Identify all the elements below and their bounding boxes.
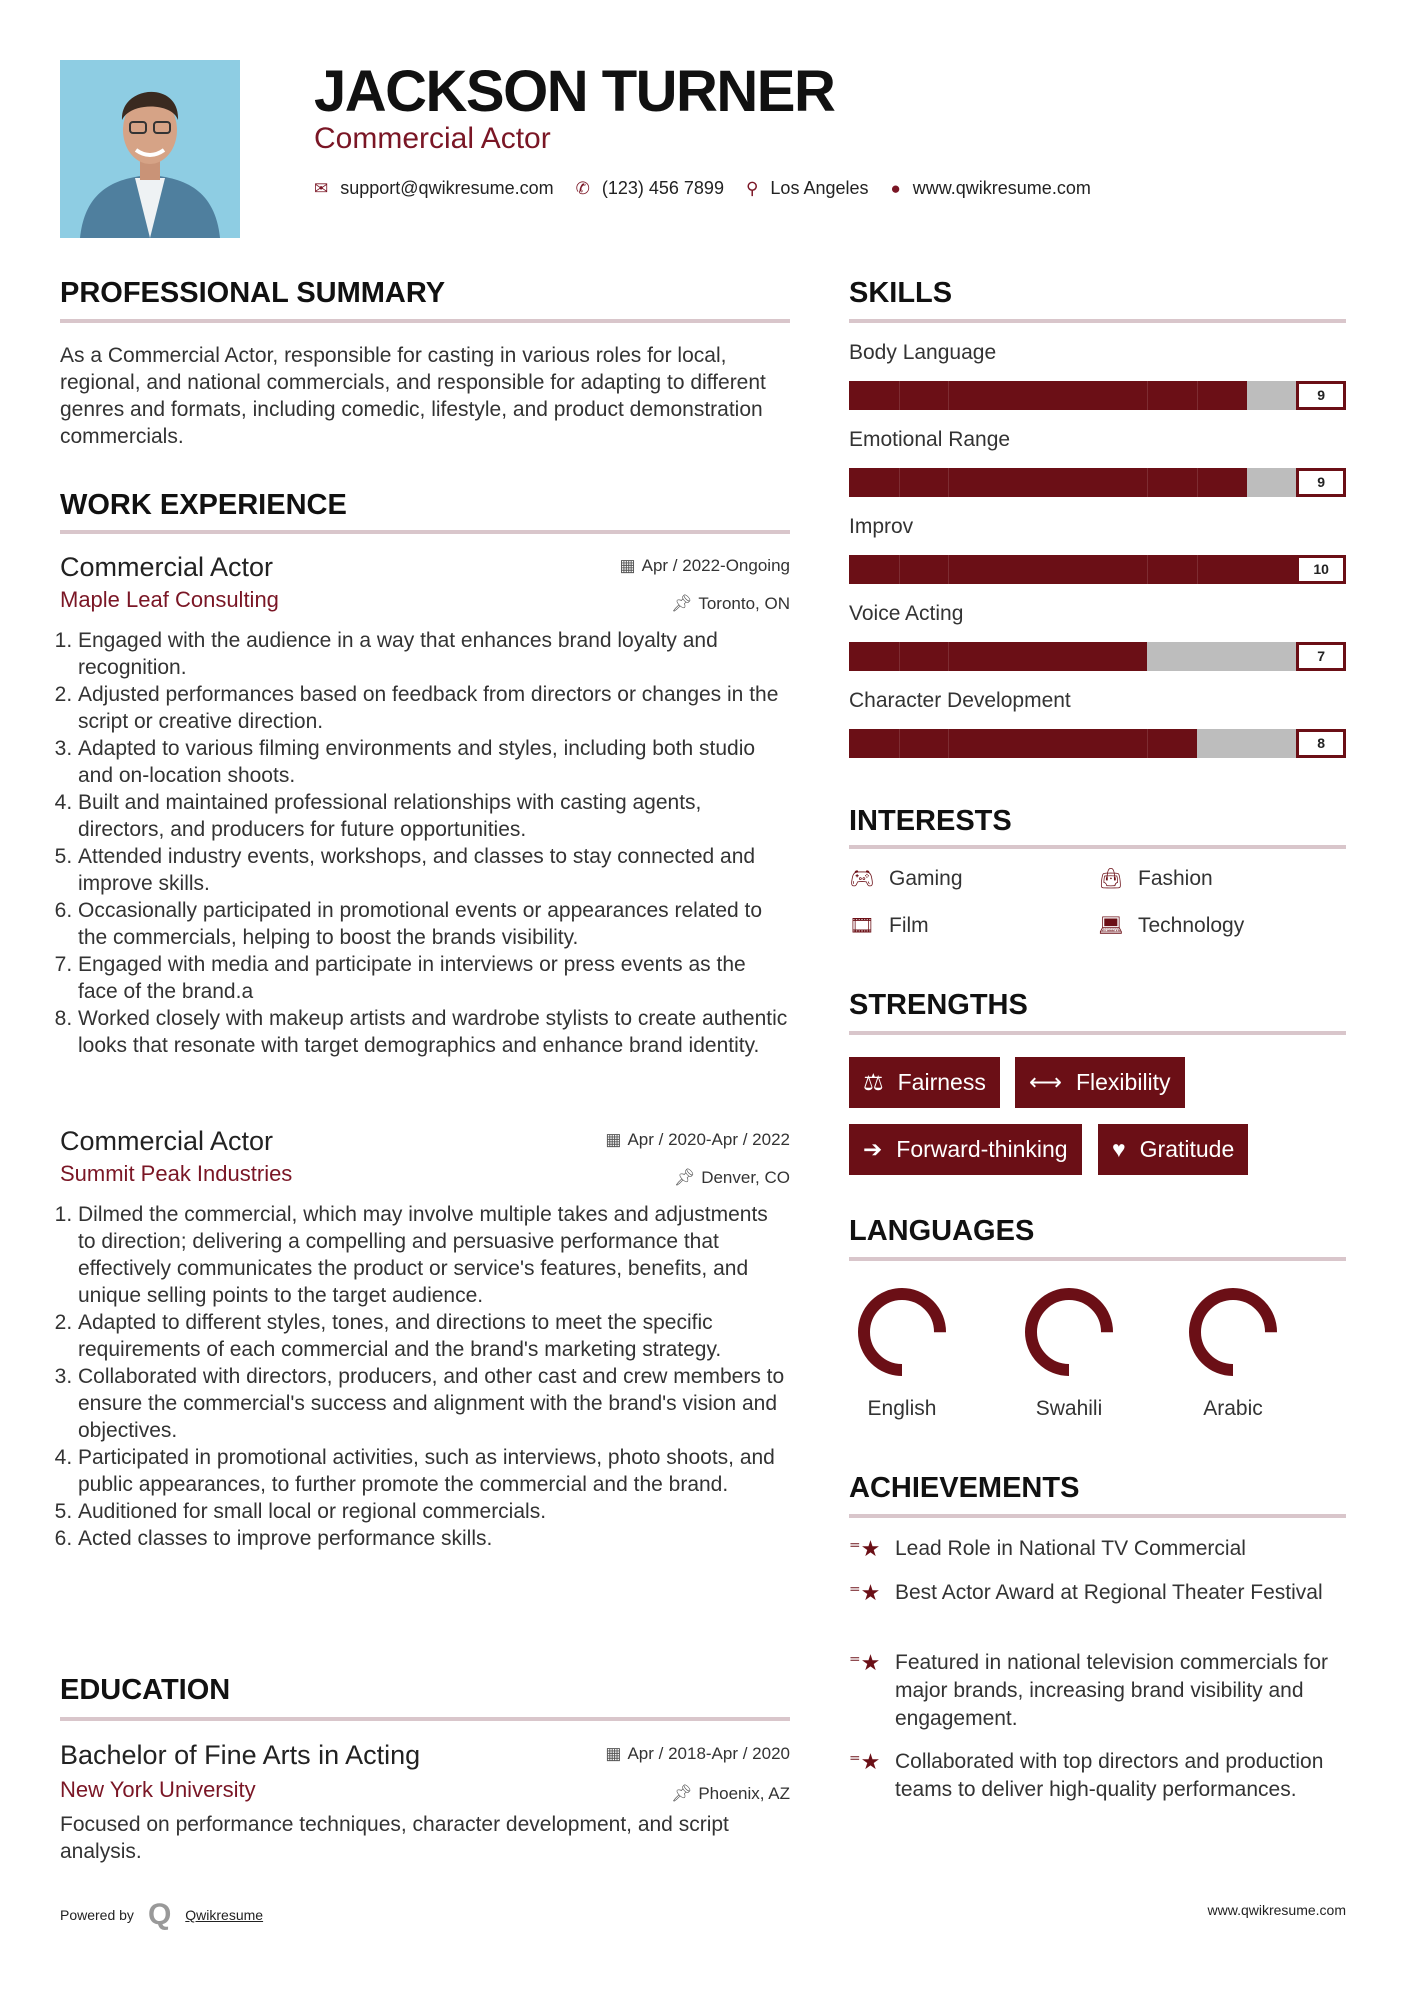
skill-label: Voice Acting: [849, 602, 964, 625]
interest-item: [1098, 913, 1244, 938]
list-item: 5. Attended industry events, workshops, and classes to stay connected and improve skills.: [78, 843, 790, 897]
location-text: Toronto, ON: [698, 594, 790, 613]
bar-segment-divider: [948, 381, 949, 410]
bar-segment-divider: [1197, 381, 1198, 410]
job-responsibilities: [60, 627, 790, 1059]
list-item: 5. Auditioned for small local or regional commercials.: [78, 1498, 790, 1525]
skill-bar: [849, 642, 1346, 671]
skill-bar-fill: [849, 729, 1197, 758]
interest-label: Technology: [1138, 913, 1245, 937]
job-title: Commercial Actor: [60, 552, 274, 582]
achievement-item: [849, 1748, 1346, 1804]
job-title: Commercial Actor: [60, 1126, 274, 1156]
company-name: Summit Peak Industries: [60, 1161, 293, 1186]
skill-bar-empty: [1147, 642, 1296, 671]
divider: [849, 319, 1346, 323]
language-level-ring: [1024, 1287, 1114, 1377]
strength-label: Forward-thinking: [896, 1136, 1068, 1162]
powered-by-text: Powered by: [60, 1907, 134, 1923]
skill-label: Emotional Range: [849, 428, 1011, 451]
language-label: Arabic: [1203, 1397, 1263, 1420]
pin-icon: 📌︎: [670, 1784, 693, 1803]
calendar-icon: ▦: [605, 1130, 622, 1149]
strength-badge: [849, 1124, 1082, 1175]
envelope-icon: ✉: [314, 178, 329, 198]
strengths-heading: STRENGTHS: [849, 989, 1028, 1021]
list-item: 2. Adapted to different styles, tones, and directions to meet the specific requirements of each commercial and the brand's marketing strategy.: [78, 1309, 790, 1363]
skill-bar-fill: [849, 468, 1247, 497]
strength-label: Gratitude: [1139, 1136, 1235, 1162]
arrow-right-icon: ➔: [863, 1136, 883, 1162]
phone-icon: ✆: [575, 178, 590, 198]
list-item: 2. Adjusted performances based on feedback from directors or changes in the script or creative direction.: [78, 681, 790, 735]
strength-badge: [1098, 1124, 1248, 1175]
date-text: Apr / 2018-Apr / 2020: [627, 1744, 790, 1763]
qwikresume-logo-icon: Q: [147, 1898, 172, 1931]
interest-label: Fashion: [1138, 866, 1213, 890]
divider: [849, 1031, 1346, 1035]
experience-heading: WORK EXPERIENCE: [60, 489, 347, 521]
laptop-icon: 💻︎: [1098, 915, 1124, 937]
skill-label: Improv: [849, 515, 914, 538]
bar-segment-divider: [1147, 381, 1148, 410]
pin-icon: 📌︎: [670, 594, 693, 613]
bar-segment-divider: [948, 555, 949, 584]
gamepad-icon: 🎮︎: [849, 868, 875, 890]
languages-heading: LANGUAGES: [849, 1215, 1035, 1247]
language-level-arc: [1031, 1294, 1107, 1370]
bar-segment-divider: [899, 555, 900, 584]
date-text: Apr / 2022-Ongoing: [641, 556, 790, 575]
achievement-text: Featured in national television commercials for major brands, increasing brand visibility and engagement.: [895, 1651, 1329, 1730]
language-level-ring: [1188, 1287, 1278, 1377]
achievements-heading: ACHIEVEMENTS: [849, 1472, 1080, 1504]
skills-heading: SKILLS: [849, 277, 953, 309]
candidate-title: Commercial Actor: [314, 122, 551, 155]
interest-item: [849, 913, 929, 938]
list-item: 1. Engaged with the audience in a way that enhances brand loyalty and recognition.: [78, 627, 790, 681]
shooting-star-icon: ⁼★: [849, 1580, 881, 1605]
bar-segment-divider: [948, 642, 949, 671]
language-item: [832, 1287, 972, 1421]
skill-bar: [849, 729, 1346, 758]
qwikresume-link[interactable]: Qwikresume: [185, 1907, 264, 1923]
shooting-star-icon: ⁼★: [849, 1749, 881, 1774]
email-link[interactable]: support@qwikresume.com: [340, 178, 554, 198]
job-location: [671, 594, 790, 614]
arrows-horizontal-icon: ⟷: [1029, 1069, 1062, 1095]
divider: [849, 1257, 1346, 1261]
skill-label: Body Language: [849, 341, 997, 364]
skill-bar-fill: [849, 381, 1247, 410]
location-text: Phoenix, AZ: [698, 1784, 790, 1803]
job-date: [620, 556, 790, 576]
divider: [849, 1514, 1346, 1518]
bar-segment-divider: [1147, 729, 1148, 758]
footer-left: [60, 1898, 263, 1932]
divider: [60, 1717, 790, 1721]
bar-segment-divider: [899, 729, 900, 758]
achievement-item: [849, 1535, 1346, 1563]
job-date: [605, 1130, 790, 1150]
job-location: [674, 1168, 790, 1188]
film-icon: 🎞︎: [849, 915, 875, 937]
skill-score: 10: [1296, 555, 1346, 584]
list-item: 6. Acted classes to improve performance skills.: [78, 1525, 790, 1552]
skill-bar-empty: [1247, 381, 1297, 410]
language-level-arc: [1195, 1294, 1271, 1370]
calendar-icon: ▦: [605, 1744, 622, 1763]
skill-bar-fill: [849, 555, 1296, 584]
bar-segment-divider: [948, 729, 949, 758]
bar-segment-divider: [948, 468, 949, 497]
heart-icon: ♥: [1112, 1136, 1126, 1162]
pin-icon: 📌︎: [673, 1168, 696, 1187]
shopping-bag-icon: 👜︎: [1098, 868, 1124, 890]
list-item: 1. Dilmed the commercial, which may involve multiple takes and adjustments to direction; delivering a compelling and persuasive performance that effectively communicates the product or service's features, benefits, and unique selling points to the target audience.: [78, 1201, 790, 1309]
list-item: 8. Worked closely with makeup artists and wardrobe stylists to create authentic looks that resonate with target demographics and enhance brand identity.: [78, 1005, 790, 1059]
location-text: Los Angeles: [770, 178, 869, 198]
phone-text: (123) 456 7899: [601, 178, 724, 198]
achievement-text: Best Actor Award at Regional Theater Festival: [895, 1581, 1323, 1604]
achievement-item: [849, 1649, 1346, 1733]
language-level-ring: [857, 1287, 947, 1377]
achievement-text: Lead Role in National TV Commercial: [895, 1537, 1246, 1560]
date-text: Apr / 2020-Apr / 2022: [627, 1130, 790, 1149]
language-level-arc: [864, 1294, 940, 1370]
interest-item: [849, 866, 963, 891]
list-item: 3. Collaborated with directors, producers, and other cast and crew members to ensure the commercial's success and alignment with the brand's vision and objectives.: [78, 1363, 790, 1444]
list-item: 4. Built and maintained professional relationships with casting agents, directors, and producers for future opportunities.: [78, 789, 790, 843]
interest-item: [1098, 866, 1213, 891]
divider: [849, 845, 1346, 849]
skill-bar-fill: [849, 642, 1147, 671]
candidate-name: JACKSON TURNER: [314, 59, 835, 124]
skill-score: 7: [1296, 642, 1346, 671]
bar-segment-divider: [1197, 468, 1198, 497]
company-name: Maple Leaf Consulting: [60, 587, 279, 612]
skill-bar-empty: [1197, 729, 1296, 758]
list-item: 6. Occasionally participated in promotional events or appearances related to the commercials, helping to boost the brands visibility.: [78, 897, 790, 951]
job-entry: [60, 1126, 790, 1552]
right-column: [849, 0, 1346, 1990]
language-label: English: [867, 1397, 937, 1420]
bar-segment-divider: [899, 381, 900, 410]
interest-label: Film: [889, 913, 929, 937]
shooting-star-icon: ⁼★: [849, 1536, 881, 1561]
bar-segment-divider: [1147, 555, 1148, 584]
interests-heading: INTERESTS: [849, 805, 1012, 837]
education-entry: [60, 1740, 790, 1865]
language-item: [999, 1287, 1139, 1421]
divider: [60, 319, 790, 323]
balance-scale-icon: ⚖: [863, 1069, 884, 1095]
achievement-item: [849, 1579, 1346, 1607]
school: New York University: [60, 1777, 256, 1802]
divider: [60, 530, 790, 534]
globe-icon: ●: [890, 178, 901, 198]
calendar-icon: ▦: [619, 556, 636, 575]
skill-score: 9: [1296, 381, 1346, 410]
education-location: [671, 1784, 790, 1804]
language-label: Swahili: [1035, 1397, 1103, 1420]
skill-bar: [849, 555, 1346, 584]
bar-segment-divider: [1147, 468, 1148, 497]
interest-label: Gaming: [889, 866, 963, 890]
bar-segment-divider: [899, 468, 900, 497]
skill-bar: [849, 468, 1346, 497]
skill-bar-empty: [1247, 468, 1297, 497]
strength-label: Fairness: [897, 1069, 986, 1095]
education-heading: EDUCATION: [60, 1674, 231, 1706]
language-item: [1163, 1287, 1303, 1421]
strength-badge: [1015, 1057, 1185, 1108]
job-responsibilities: [60, 1201, 790, 1552]
skill-bar: [849, 381, 1346, 410]
bar-segment-divider: [1197, 555, 1198, 584]
summary-text: As a Commercial Actor, responsible for casting in various roles for local, regional, and national commercials, and responsible for adapting to different genres and formats, including comedic, lifestyle, and product demonstration commercials.: [60, 344, 766, 448]
website-link[interactable]: www.qwikresume.com: [912, 178, 1091, 198]
left-column: [60, 0, 790, 1990]
list-item: 4. Participated in promotional activities, such as interviews, photo shoots, and public appearances, to further promote the commercial and the brand.: [78, 1444, 790, 1498]
skill-label: Character Development: [849, 689, 1071, 712]
degree: Bachelor of Fine Arts in Acting: [60, 1740, 421, 1770]
achievement-text: Collaborated with top directors and production teams to deliver high-quality performances.: [895, 1750, 1324, 1801]
strength-badge: [849, 1057, 1000, 1108]
job-entry: [60, 552, 790, 1059]
skill-score: 8: [1296, 729, 1346, 758]
bar-segment-divider: [899, 642, 900, 671]
list-item: 3. Adapted to various filming environments and styles, including both studio and on-location shoots.: [78, 735, 790, 789]
list-item: 7. Engaged with media and participate in interviews or press events as the face of the brand.a: [78, 951, 790, 1005]
map-marker-icon: ⚲: [745, 178, 759, 198]
location-text: Denver, CO: [701, 1168, 790, 1187]
footer-website[interactable]: www.qwikresume.com: [1207, 1902, 1346, 1918]
education-date: [605, 1744, 790, 1764]
summary-heading: PROFESSIONAL SUMMARY: [60, 277, 446, 309]
education-description: Focused on performance techniques, character development, and script analysis.: [60, 1813, 729, 1863]
strength-label: Flexibility: [1075, 1069, 1171, 1095]
shooting-star-icon: ⁼★: [849, 1650, 881, 1675]
skill-score: 9: [1296, 468, 1346, 497]
